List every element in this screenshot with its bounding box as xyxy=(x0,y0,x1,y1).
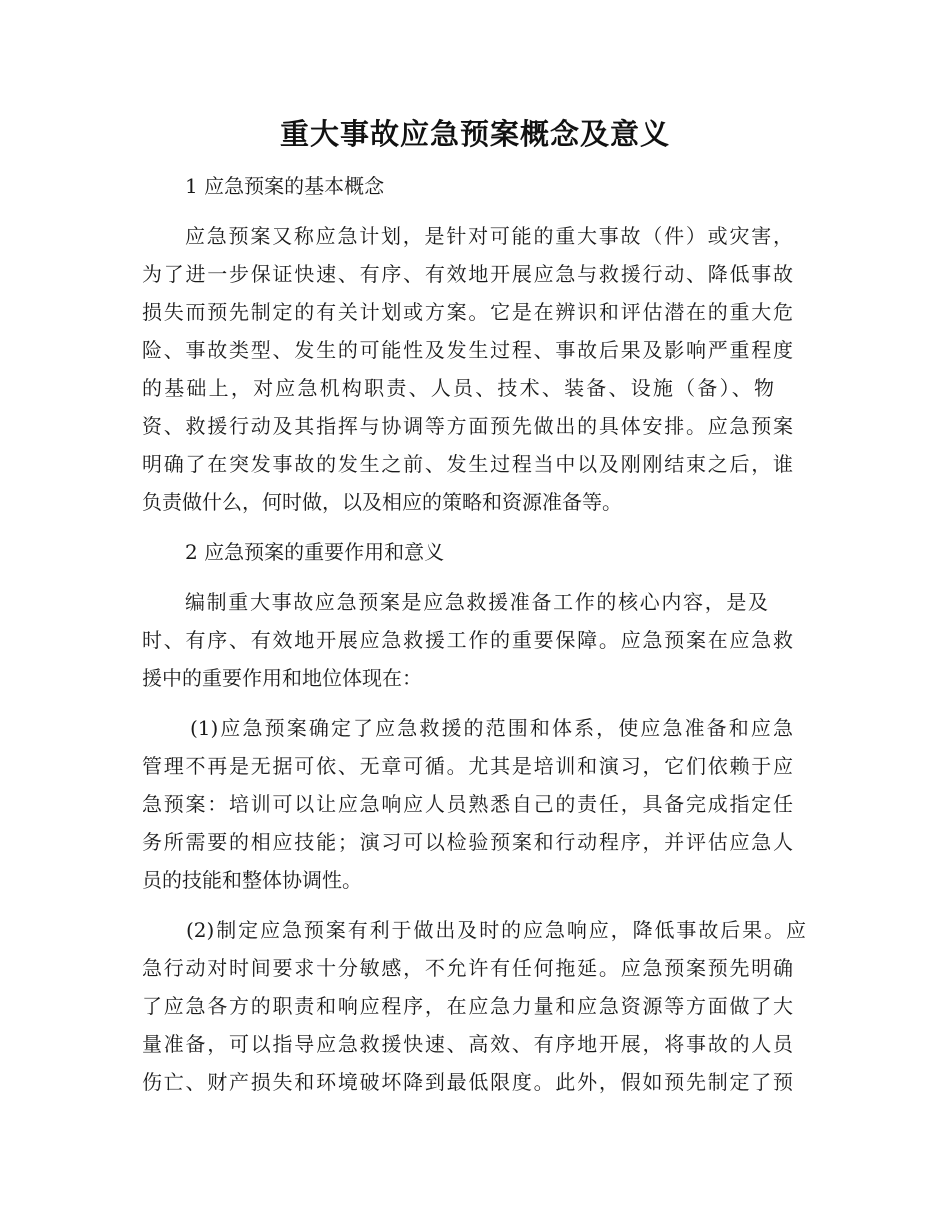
paragraph-line: 伤亡、财产损失和环境破坏降到最低限度。此外，假如预先制定了预 xyxy=(142,1070,793,1094)
paragraph-line: 量准备，可以指导应急救援快速、高效、有序地开展，将事故的人员 xyxy=(142,1032,793,1056)
paragraph-line: 险、事故类型、发生的可能性及发生过程、事故后果及影响严重程度 xyxy=(142,338,793,362)
paragraph-line: 务所需要的相应技能；演习可以检验预案和行动程序，并评估应急人 xyxy=(142,830,793,854)
paragraph-line: 管理不再是无据可依、无章可循。尤其是培训和演习，它们依赖于应 xyxy=(142,754,793,778)
paragraph-line: 为了进一步保证快速、有序、有效地开展应急与救援行动、降低事故 xyxy=(142,262,793,286)
section-heading: 1 应急预案的基本概念 xyxy=(185,174,385,198)
paragraph-line: 急预案：培训可以让应急响应人员熟悉自己的责任，具备完成指定任 xyxy=(142,792,793,816)
paragraph-line: 明确了在突发事故的发生之前、发生过程当中以及刚刚结束之后，谁 xyxy=(142,452,793,476)
paragraph-line: 的基础上，对应急机构职责、人员、技术、装备、设施（备）、物 xyxy=(142,376,774,400)
document-title: 重大事故应急预案概念及意义 xyxy=(279,117,670,151)
paragraph-line: (1)应急预案确定了应急救援的范围和体系，使应急准备和应急 xyxy=(190,716,793,740)
paragraph-line: 负责做什么，何时做，以及相应的策略和资源准备等。 xyxy=(142,490,622,514)
section-heading: 2 应急预案的重要作用和意义 xyxy=(185,540,445,564)
paragraph-line: 资、救援行动及其指挥与协调等方面预先做出的具体安排。应急预案 xyxy=(142,414,793,438)
paragraph-line: 员的技能和整体协调性。 xyxy=(142,868,362,892)
paragraph-line: 损失而预先制定的有关计划或方案。它是在辨识和评估潜在的重大危 xyxy=(142,300,793,324)
paragraph-line: 急行动对时间要求十分敏感，不允许有任何拖延。应急预案预先明确 xyxy=(142,956,793,980)
paragraph-line: 编制重大事故应急预案是应急救援准备工作的核心内容，是及 xyxy=(185,590,768,614)
paragraph-line: 时、有序、有效地开展应急救援工作的重要保障。应急预案在应急救 xyxy=(142,628,793,652)
paragraph-line: 应急预案又称应急计划，是针对可能的重大事故（件）或灾害， xyxy=(185,224,793,248)
paragraph-line: 援中的重要作用和地位体现在： xyxy=(142,666,422,690)
paragraph-line: 了应急各方的职责和响应程序，在应急力量和应急资源等方面做了大 xyxy=(142,994,793,1018)
paragraph-line: (2)制定应急预案有利于做出及时的应急响应，降低事故后果。应 xyxy=(186,918,806,942)
